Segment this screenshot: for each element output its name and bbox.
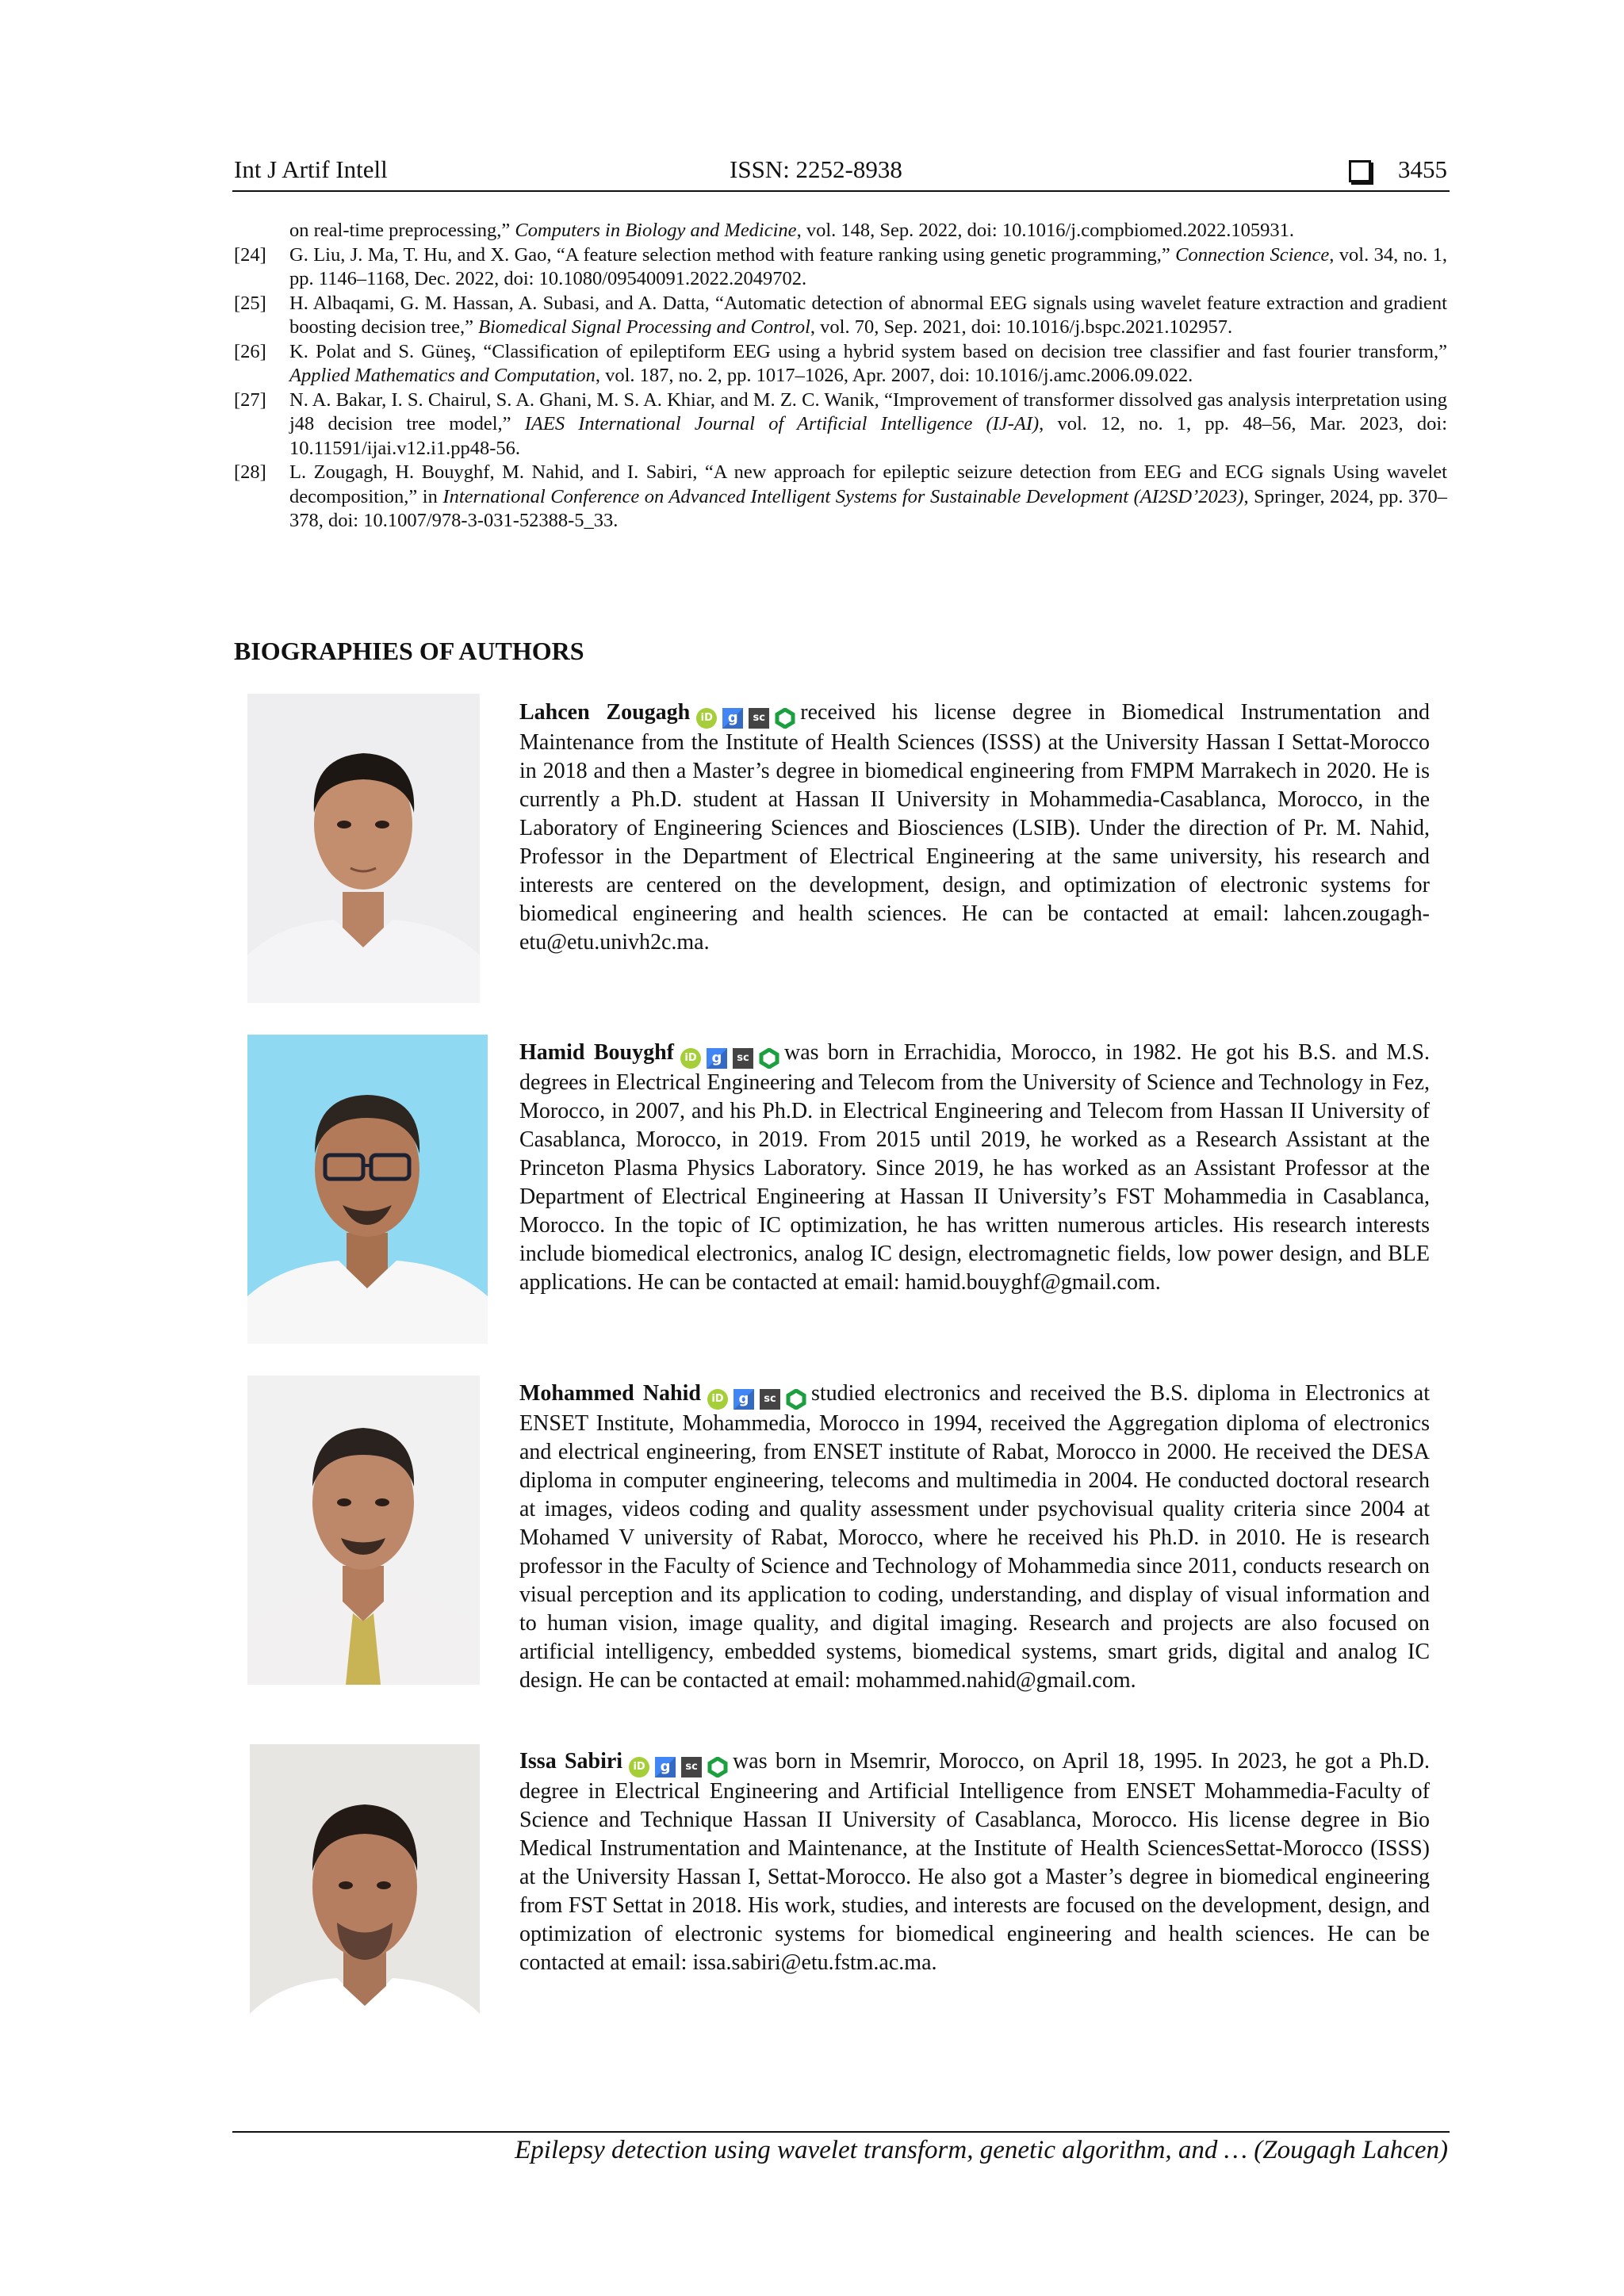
header-rule (232, 190, 1450, 192)
reference-number: [24] (234, 243, 266, 266)
reference-venue: Connection Science (1175, 243, 1330, 266)
author-name: Hamid Bouyghf (519, 1040, 674, 1065)
reference-item (234, 292, 1447, 340)
reference-text (289, 340, 1447, 388)
publons-icon[interactable] (775, 708, 795, 729)
scopus-icon[interactable]: sc (749, 708, 769, 729)
author-bio-text: studied electronics and received the B.S. diploma in Electronics at ENSET Institute, Mohammedia, Morocco in 1994, received the Aggregation diploma of electronics and electrical engineering, from ENSET institute of Rabat, Morocco in 2000. He received the DESA diploma in computer engineering, telecoms and multimedia in 2004. He conducted doctoral research at images, videos coding and quality assessment under psychovisual quality criteria since 2004 at Mohamed V university of Rabat, Morocco, where he received his Ph.D. in 2010. He is research professor in the Faculty of Science and Technology of Mohammedia since 2011, conducts research on visual perception and its application to coding, understanding, and display of visual information and to human vision, image quality, and digital imaging. Research and projects are also focused on artificial intelligency, embedded systems, biomedical systems, smart grids, digital and analog IC design. He can be contacted at email: mohammed.nahid@gmail.com. (519, 1381, 1431, 1693)
reference-text (289, 292, 1447, 340)
author-bio (519, 1380, 1430, 1695)
biographies-heading: BIOGRAPHIES OF AUTHORS (234, 637, 584, 665)
running-footer: Epilepsy detection using wavelet transform, genetic algorithm, and … (Zougagh Lahcen) (515, 2136, 1448, 2164)
square-bullet-icon (1349, 160, 1371, 182)
reference-text (289, 388, 1447, 461)
reference-segment: , vol. 70, Sep. 2021, doi: 10.1016/j.bspc.2021.102957. (810, 316, 1233, 338)
google-scholar-icon[interactable]: g (655, 1757, 676, 1777)
reference-number: [26] (234, 340, 266, 362)
running-header (234, 155, 1447, 190)
author-bio-text: was born in Errachidia, Morocco, in 1982. He got his B.S. and M.S. degrees in Electrical Engineering and Telecom from the University of Science and Technology in Fez, Morocco, in 2007, and his Ph.D. in Electrical Engineering and Telecom from Hassan II University of Casablanca, Morocco, in 2019. From 2015 until 2019, he worked as a Research Assistant at the Princeton Plasma Physics Laboratory. Since 2019, he has worked as an Assistant Professor at the Department of Electrical Engineering at Hassan II University’s FST Mohammedia in Casablanca, Morocco. In the topic of IC optimization, he has written numerous articles. His research interests include biomedical electronics, analog IC design, electromagnetic fields, low power design, and BLE applications. He can be contacted at email: hamid.bouyghf@gmail.com. (519, 1040, 1430, 1295)
publons-icon[interactable] (786, 1389, 806, 1410)
orcid-icon[interactable]: iD (696, 708, 717, 729)
scopus-icon[interactable]: sc (681, 1757, 702, 1777)
reference-text (289, 461, 1447, 534)
author-photo (247, 1376, 480, 1685)
google-scholar-icon[interactable]: g (707, 1048, 727, 1069)
orcid-icon[interactable]: iD (629, 1757, 649, 1777)
reference-item (234, 340, 1447, 388)
journal-name: Int J Artif Intell (234, 155, 388, 183)
author-name: Issa Sabiri (519, 1749, 623, 1774)
author-bio (519, 698, 1430, 957)
author-bio-text: was born in Msemrir, Morocco, on April 18, 1995. In 2023, he got a Ph.D. degree in Electrical Engineering and Artificial Intelligence from ENSET Mohammedia-Faculty of Science and Technique Hassan II University of Casablanca, Morocco. His license degree in Bio Medical Instrumentation and Maintenance, at the Institute of Health SciencesSettat-Morocco (ISSS) at the University Hassan I, Settat-Morocco. He also got a Master’s degree in biomedical engineering from FST Settat in 2018. His work, studies, and interests are focused on the development, design, and optimization of electronic systems for biomedical engineering and health sciences. He can be contacted at email: issa.sabiri@etu.fstm.ac.ma. (519, 1749, 1430, 1975)
reference-item (234, 243, 1447, 292)
reference-venue: Computers in Biology and Medicine (515, 220, 797, 241)
reference-segment: on real-time preprocessing,” (289, 220, 515, 241)
reference-item (234, 388, 1447, 461)
reference-segment: L. Zougagh, H. Bouyghf, M. Nahid, and I. Sabiri, “A new approach for epileptic seizure detection from EEG and ECG signals Using wavelet decomposition,” in (289, 461, 1447, 507)
reference-venue: Applied Mathematics and Computation (289, 365, 596, 386)
scopus-icon[interactable]: sc (760, 1389, 780, 1410)
reference-item (234, 219, 1447, 243)
orcid-icon[interactable]: iD (707, 1389, 728, 1410)
portrait-issa-sabiri (250, 1744, 480, 2053)
reference-segment: , vol. 34, no. 1, pp. 1146–1168, Dec. 2022, doi: 10.1080/09540091.2022.2049702. (289, 243, 1448, 289)
author-photo (247, 694, 480, 1003)
author-bio (519, 1039, 1430, 1297)
issn: ISSN: 2252-8938 (730, 155, 902, 183)
reference-number: [25] (234, 292, 266, 314)
reference-segment: G. Liu, J. Ma, T. Hu, and X. Gao, “A feature selection method with feature ranking using genetic programming,” (289, 243, 1176, 266)
reference-segment: N. A. Bakar, I. S. Chairul, S. A. Ghani, M. S. A. Khiar, and M. Z. C. Wanik, “Improvement of transformer dissolved gas analysis interpretation using j48 decision tree model,” (289, 388, 1447, 434)
reference-segment: , vol. 12, no. 1, pp. 48–56, Mar. 2023, doi: 10.11591/ijai.v12.i1.pp48-56. (289, 413, 1448, 459)
orcid-icon[interactable]: iD (680, 1048, 701, 1069)
publons-icon[interactable] (707, 1757, 728, 1777)
google-scholar-icon[interactable]: g (722, 708, 743, 729)
reference-segment: K. Polat and S. Güneş, “Classification of epileptiform EEG using a hybrid system based on decision tree classifier and fast fourier transform,” (289, 340, 1447, 362)
page-number: 3455 (1398, 155, 1447, 183)
reference-list (234, 219, 1447, 534)
footer-rule (232, 2131, 1450, 2133)
author-name: Lahcen Zougagh (519, 700, 691, 725)
author-bio-text: received his license degree in Biomedical Instrumentation and Maintenance from the Institute of Health Sciences (ISSS) at the University Hassan I Settat-Morocco in 2018 and then a Master’s degree in biomedical engineering from FMPM Marrakech in 2020. He is currently a Ph.D. student at Hassan II University in Mohammedia-Casablanca, Morocco, in the Laboratory of Engineering Sciences and Biosciences (LSIB). Under the direction of Pr. M. Nahid, Professor in the Department of Electrical Engineering at the same university, his research and interests are centered on the development, design, and optimization of electronic systems for biomedical engineering and health sciences. He can be contacted at email: lahcen.zougagh-etu@etu.univh2c.ma. (519, 700, 1430, 955)
reference-item (234, 461, 1447, 534)
publons-icon[interactable] (759, 1048, 779, 1069)
reference-venue: Biomedical Signal Processing and Control (478, 316, 810, 338)
reference-number: [28] (234, 461, 266, 483)
portrait-lahcen-zougagh (247, 694, 480, 1003)
author-name: Mohammed Nahid (519, 1381, 701, 1406)
portrait-mohammed-nahid (247, 1376, 480, 1685)
author-photo (250, 1744, 480, 2053)
reference-segment: H. Albaqami, G. M. Hassan, A. Subasi, and A. Datta, “Automatic detection of abnormal EEG signals using wavelet feature extraction and gradient boosting decision tree,” (289, 292, 1447, 338)
reference-segment: , Springer, 2024, pp. 370–378, doi: 10.1007/978-3-031-52388-5_33. (289, 485, 1447, 531)
reference-venue: IAES International Journal of Artificial Intelligence (IJ-AI) (524, 413, 1040, 434)
scopus-icon[interactable]: sc (733, 1048, 753, 1069)
author-photo (247, 1035, 488, 1344)
reference-text (289, 219, 1447, 243)
author-bio (519, 1747, 1430, 1977)
reference-segment: , vol. 187, no. 2, pp. 1017–1026, Apr. 2007, doi: 10.1016/j.amc.2006.09.022. (595, 365, 1193, 386)
reference-segment: , vol. 148, Sep. 2022, doi: 10.1016/j.compbiomed.2022.105931. (796, 220, 1295, 241)
reference-text (289, 243, 1447, 292)
reference-number: [27] (234, 388, 266, 411)
google-scholar-icon[interactable]: g (733, 1389, 754, 1410)
portrait-hamid-bouyghf (247, 1035, 488, 1344)
reference-venue: International Conference on Advanced Intelligent Systems for Sustainable Development (AI2SD’2023) (442, 485, 1244, 507)
